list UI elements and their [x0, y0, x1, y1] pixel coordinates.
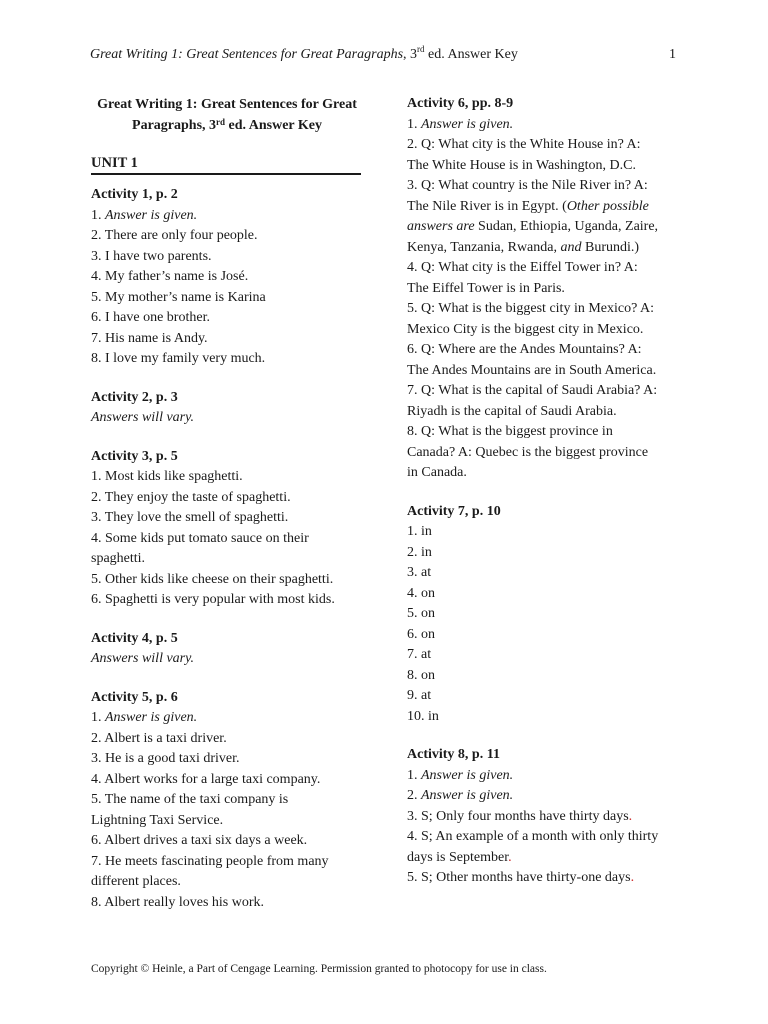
answer-text-it: Answer is given. — [105, 710, 198, 725]
answer-text-pre: different places. — [91, 874, 181, 889]
answer-line — [407, 543, 682, 564]
answer-text-pre: 6. on — [407, 626, 435, 642]
answer-line — [91, 349, 363, 370]
answer-text-pre: 4. My father’s name is José. — [91, 269, 249, 284]
answer-line — [91, 790, 363, 811]
answer-line — [407, 320, 682, 341]
answer-text-pre: 1. — [407, 116, 421, 132]
answer-text-pre: 6. I have one brother. — [91, 310, 210, 325]
page-header — [90, 44, 680, 63]
answer-line — [407, 443, 682, 464]
answer-line — [407, 402, 682, 423]
answer-text-pre: 5. Q: What is the biggest city in Mexico? A: — [407, 301, 655, 316]
answer-text-pre: The Eiffel Tower is in Paris. — [407, 280, 565, 296]
activity-block — [407, 745, 682, 889]
answer-line — [407, 827, 682, 848]
answer-text-pre: 6. Spaghetti is very popular with most kids. — [91, 592, 335, 607]
answer-line — [91, 408, 363, 429]
answer-line — [91, 590, 363, 611]
answer-line — [91, 549, 363, 570]
answer-line — [407, 686, 682, 707]
answer-text-pre: spaghetti. — [91, 551, 146, 566]
answer-text-pre: 7. He meets fascinating people from many — [91, 853, 329, 869]
answer-text-pre: 2. Albert is a taxi driver. — [91, 730, 227, 746]
answer-line — [407, 135, 682, 156]
answer-line — [407, 217, 682, 238]
answer-line — [407, 766, 682, 787]
answer-text-pre: in Canada. — [407, 465, 467, 480]
answer-line — [407, 868, 682, 889]
activity-title: Activity 2, p. 3 — [91, 389, 178, 405]
answer-line — [91, 893, 363, 914]
answer-text-pre: 9. at — [407, 688, 432, 703]
activity-title: Activity 8, p. 11 — [407, 747, 500, 762]
answer-text-post: Burundi.) — [581, 239, 640, 255]
answer-text-pre: 2. — [407, 788, 421, 803]
answer-line — [407, 463, 682, 484]
answer-text-pre: 8. on — [407, 667, 435, 683]
answer-text-pre: 7. His name is Andy. — [91, 330, 208, 346]
answer-text-red: . — [628, 808, 633, 824]
answer-text-pre: Kenya, Tanzania, Rwanda, — [407, 239, 561, 255]
copyright-footer: Copyright © Heinle, a Part of Cengage Learning. Permission granted to photocopy for use in class. — [91, 963, 547, 975]
answer-line — [407, 563, 682, 584]
answer-text-pre: The Andes Mountains are in South America. — [407, 362, 657, 378]
answer-text-it: Answer is given. — [421, 788, 514, 803]
answer-text-pre: 6. Albert drives a taxi six days a week. — [91, 833, 308, 848]
answer-line — [91, 467, 363, 488]
answer-line — [91, 749, 363, 770]
answer-line — [407, 807, 682, 828]
answer-line — [91, 852, 363, 873]
answer-line — [407, 786, 682, 807]
answer-line — [91, 729, 363, 750]
answer-text-pre: 3. Q: What country is the Nile River in? A: — [407, 178, 648, 193]
right-column — [407, 94, 682, 889]
answer-text-it: Answer is given. — [421, 116, 514, 132]
answer-text-pre: 4. S; An example of a month with only thirty — [407, 829, 659, 844]
answer-line — [91, 247, 363, 268]
header-title-comma: , 3 — [403, 47, 418, 62]
answer-line — [91, 570, 363, 591]
answer-text-it: Answers will vary. — [91, 410, 195, 425]
answer-text-it: Answer is given. — [421, 767, 514, 783]
answer-line — [407, 340, 682, 361]
activity-block — [91, 388, 363, 429]
document-title-line2-rest: ed. Answer Key — [225, 118, 322, 133]
header-title-sup: rd — [417, 44, 425, 54]
answer-text-pre: Mexico City is the biggest city in Mexico. — [407, 321, 644, 337]
answer-text-pre: 3. I have two parents. — [91, 248, 212, 264]
document-title-sup: rd — [216, 117, 226, 127]
answer-text-it: Other possible — [566, 198, 649, 214]
answer-text-pre: Lightning Taxi Service. — [91, 812, 224, 828]
page-number: 1 — [669, 47, 676, 62]
answer-line — [91, 267, 363, 288]
document-title — [91, 94, 363, 136]
answer-line — [91, 288, 363, 309]
answer-line — [91, 206, 363, 227]
answer-line — [91, 708, 363, 729]
answer-line — [407, 625, 682, 646]
answer-text-pre: 1. — [407, 767, 421, 783]
answer-line — [407, 176, 682, 197]
activity-block — [407, 502, 682, 728]
answer-text-pre: 1. — [91, 207, 105, 223]
answer-line — [91, 308, 363, 329]
answer-line — [407, 584, 682, 605]
activity-block — [91, 185, 363, 370]
answer-line — [91, 508, 363, 529]
answer-text-pre: 1. — [91, 710, 105, 725]
unit-heading: UNIT 1 — [91, 153, 361, 175]
answer-text-pre: 2. There are only four people. — [91, 228, 258, 243]
answer-line — [407, 279, 682, 300]
header-title: Great Writing 1: Great Sentences for Great Paragraphs — [90, 47, 404, 62]
answer-line — [407, 666, 682, 687]
header-title-rest: ed. Answer Key — [424, 47, 518, 62]
answer-text-pre: 3. S; Only four months have thirty days — [407, 808, 629, 824]
answer-line — [407, 381, 682, 402]
answer-text-it: answers are — [407, 219, 475, 234]
answer-text-pre: 1. in — [407, 524, 432, 539]
left-activities — [91, 185, 363, 913]
answer-line — [407, 848, 682, 869]
answer-text-it: Answers will vary. — [91, 651, 195, 666]
answer-text-pre: 5. My mother’s name is Karina — [91, 289, 266, 305]
answer-line — [407, 707, 682, 728]
activity-title: Activity 1, p. 2 — [91, 187, 178, 202]
answer-text-pre: 5. S; Other months have thirty-one days — [407, 870, 631, 885]
answer-text-pre: 5. Other kids like cheese on their spaghetti. — [91, 571, 334, 587]
activity-title: Activity 4, p. 5 — [91, 630, 178, 646]
answer-text-pre: 3. He is a good taxi driver. — [91, 751, 240, 766]
answer-line — [407, 299, 682, 320]
answer-line — [407, 361, 682, 382]
answer-text-pre: 3. at — [407, 565, 432, 580]
answer-line — [407, 156, 682, 177]
answer-line — [407, 115, 682, 136]
activity-block — [407, 94, 682, 484]
answer-text-pre: 4. Some kids put tomato sauce on their — [91, 530, 309, 546]
activity-title: Activity 7, p. 10 — [407, 503, 501, 519]
activity-title: Activity 5, p. 6 — [91, 689, 178, 705]
right-activities — [407, 94, 682, 889]
answer-text-pre: 8. Q: What is the biggest province in — [407, 424, 613, 439]
activity-title: Activity 6, pp. 8-9 — [407, 96, 514, 111]
answer-text-pre: 2. in — [407, 544, 432, 560]
answer-text-it: Answer is given. — [105, 207, 198, 223]
answer-line — [91, 226, 363, 247]
answer-text-pre: 2. They enjoy the taste of spaghetti. — [91, 489, 291, 505]
answer-text-pre: 6. Q: Where are the Andes Mountains? A: — [407, 342, 642, 357]
answer-line — [407, 522, 682, 543]
answer-text-pre: 4. Albert works for a large taxi company. — [91, 771, 321, 787]
answer-line — [91, 529, 363, 550]
answer-text-pre: The Nile River is in Egypt. ( — [407, 198, 567, 214]
answer-text-pre: 8. I love my family very much. — [91, 351, 266, 366]
answer-line — [91, 831, 363, 852]
answer-text-pre: 5. on — [407, 606, 435, 621]
answer-text-pre: The White House is in Washington, D.C. — [407, 157, 636, 173]
answer-text-pre: 3. They love the smell of spaghetti. — [91, 510, 289, 525]
answer-text-red: . — [508, 849, 512, 865]
activity-block — [91, 688, 363, 914]
answer-text-post: Sudan, Ethiopia, Uganda, Zaire, — [474, 219, 659, 234]
answer-text-pre: 2. Q: What city is the White House in? A: — [407, 137, 641, 152]
answer-line — [407, 238, 682, 259]
answer-line — [91, 872, 363, 893]
answer-text-pre: 7. Q: What is the capital of Saudi Arabia? A: — [407, 383, 658, 398]
activity-block — [91, 629, 363, 670]
answer-text-pre: 4. Q: What city is the Eiffel Tower in? A: — [407, 260, 638, 275]
answer-text-pre: 10. in — [407, 708, 439, 724]
answer-line — [91, 488, 363, 509]
answer-text-pre: 1. Most kids like spaghetti. — [91, 469, 243, 484]
answer-line — [91, 649, 363, 670]
answer-text-pre: Canada? A: Quebec is the biggest province — [407, 444, 649, 460]
answer-line — [407, 604, 682, 625]
answer-line — [91, 329, 363, 350]
answer-text-pre: 8. Albert really loves his work. — [91, 894, 265, 910]
answer-text-pre: 5. The name of the taxi company is — [91, 792, 289, 807]
answer-text-pre: days is September — [407, 849, 509, 865]
left-column — [91, 94, 363, 913]
answer-text-pre: 4. on — [407, 585, 435, 601]
answer-line — [91, 770, 363, 791]
document-title-line2-text: Paragraphs, 3 — [132, 118, 217, 133]
answer-text-it: and — [560, 239, 582, 255]
answer-text-pre: 7. at — [407, 647, 432, 662]
activity-title: Activity 3, p. 5 — [91, 448, 178, 464]
answer-line — [91, 811, 363, 832]
answer-line — [407, 197, 682, 218]
answer-line — [407, 258, 682, 279]
answer-line — [407, 422, 682, 443]
document-title-line2 — [91, 115, 363, 136]
answer-line — [407, 645, 682, 666]
activity-block — [91, 447, 363, 611]
answer-text-red: . — [630, 870, 635, 885]
answer-text-pre: Riyadh is the capital of Saudi Arabia. — [407, 403, 617, 419]
document-title-line1: Great Writing 1: Great Sentences for Great — [97, 97, 357, 112]
